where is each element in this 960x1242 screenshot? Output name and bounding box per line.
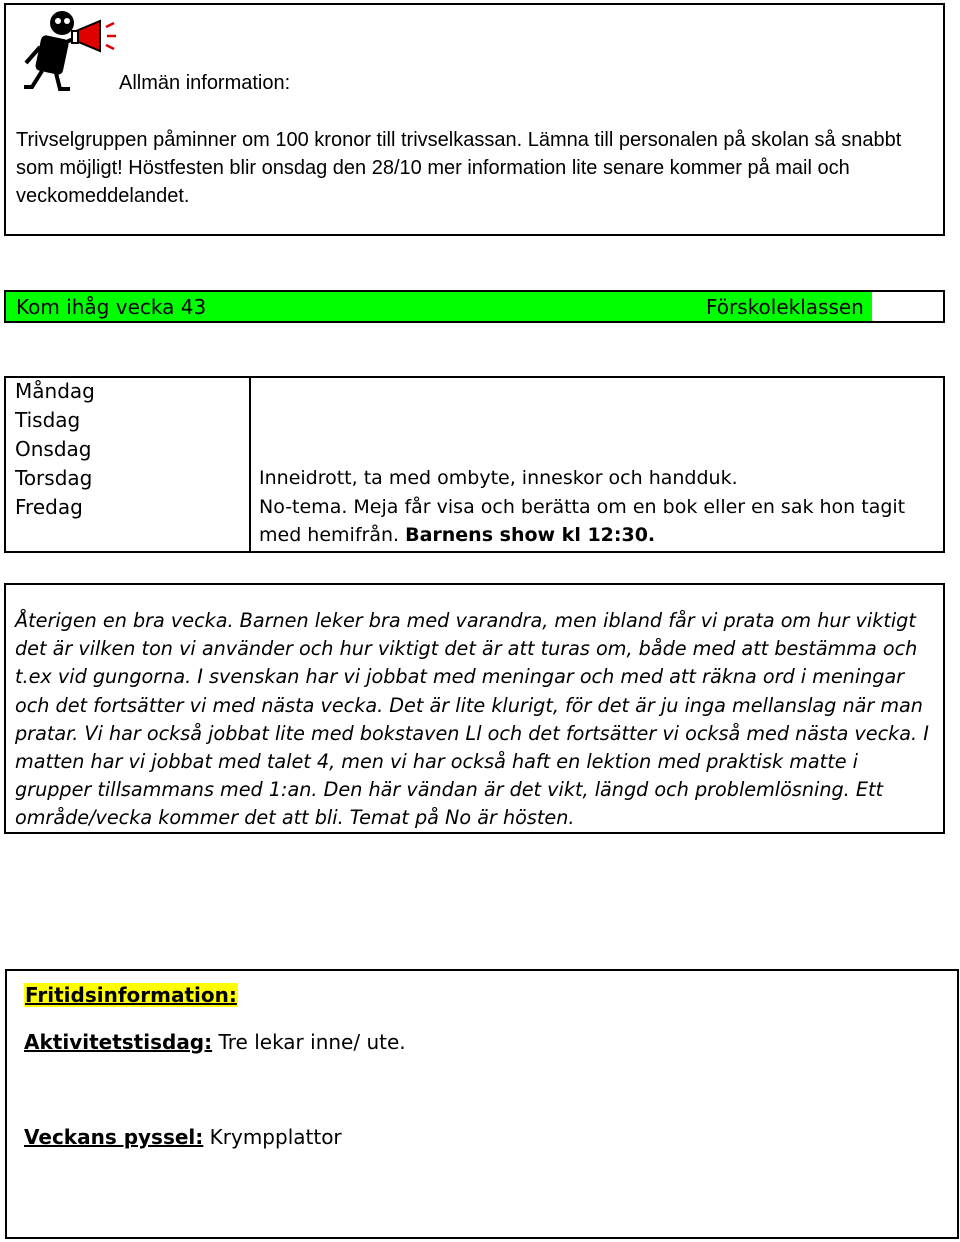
schedule-table	[4, 376, 945, 553]
days-column	[6, 378, 251, 551]
craft-label: Veckans pyssel:	[24, 1125, 204, 1149]
fritids-box	[5, 969, 959, 1239]
craft-value: Krympplattor	[203, 1125, 342, 1149]
day-friday: Fredag	[15, 495, 83, 519]
activity-label: Aktivitetstisdag:	[24, 1030, 213, 1054]
weekly-report-text: Återigen en bra vecka. Barnen leker bra med varandra, men ibland får vi prata om hur viktigt det är vilken ton vi använder och hur viktigt det är att turas om, både med att bestämma och t.ex vid gungorna. I svenskan har vi jobbat med meningar och med att räkna ord i meningar och det fortsätter vi med nästa vecka. Det är lite klurigt, för det är ju inga mellanslag när man pratar. Vi har också jobbat lite med bokstaven Ll och det fortsätter vi också med nästa vecka. I matten har vi jobbat med talet 4, men vi har också haft en lektion med praktisk matte i grupper tillsammans med 1:an. Den här vändan är det vikt, längd och problemlösning. Ett område/vecka kommer det att bli. Temat på No är hösten.	[15, 609, 929, 830]
activity-value: Tre lekar inne/ ute.	[212, 1030, 406, 1054]
activity-row	[24, 1030, 406, 1054]
day-wednesday: Onsdag	[15, 437, 92, 461]
day-monday: Måndag	[15, 379, 95, 403]
info-text: Trivselgruppen påminner om 100 kronor till trivselkassan. Lämna till personalen på skolan så snabbt som möjligt! Höstfesten blir onsdag den 28/10 mer information lite senare kommer på mail och veckomeddelandet.	[16, 129, 902, 207]
week-bar	[4, 290, 945, 323]
day-thursday: Torsdag	[15, 466, 93, 490]
friday-activity-line1: No-tema. Meja får visa och berätta om en bok eller en sak hon tagit	[259, 496, 906, 518]
fritids-title: Fritidsinformation:	[25, 983, 237, 1007]
weekly-report-box	[4, 583, 945, 834]
general-info-box	[4, 3, 945, 236]
thursday-activity: Inneidrott, ta med ombyte, inneskor och handduk.	[259, 467, 738, 489]
week-label: Kom ihåg vecka 43	[16, 295, 207, 319]
friday-activity-line2	[259, 521, 934, 549]
friday-show-note: Barnens show kl 12:30.	[405, 524, 656, 546]
day-tuesday: Tisdag	[15, 408, 81, 432]
craft-row	[24, 1125, 342, 1149]
megaphone-person-icon	[16, 7, 120, 99]
friday-activity-text: med hemifrån.	[259, 524, 400, 546]
info-heading: Allmän information:	[119, 72, 291, 94]
activities-column	[259, 378, 939, 551]
class-label: Förskoleklassen	[706, 295, 864, 319]
